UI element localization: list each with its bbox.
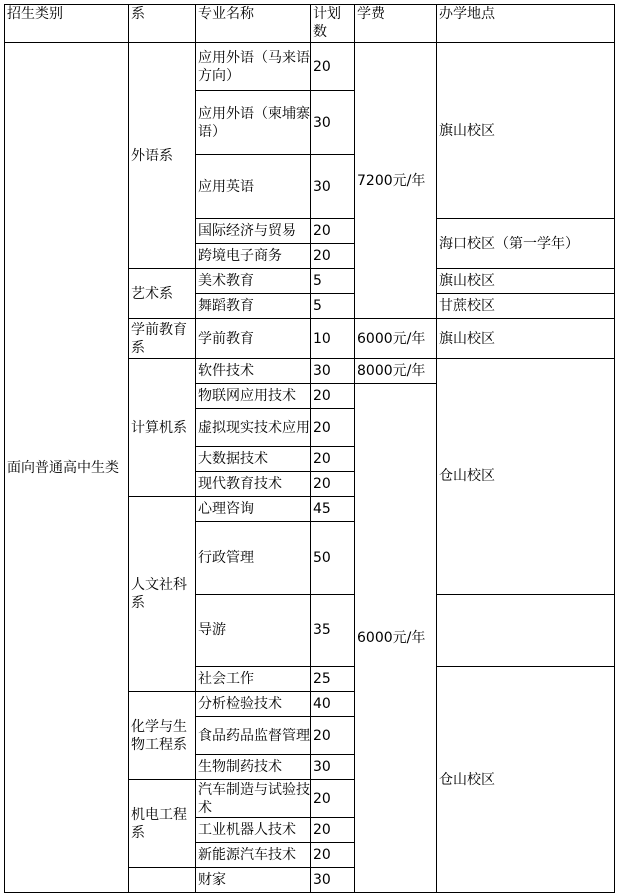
department-cell: 外语系 [129,43,196,269]
location-cell: 旗山校区 [437,269,615,294]
major-name-cell: 现代教育技术 [196,472,311,497]
major-name-cell: 应用英语 [196,155,311,219]
major-name-cell: 国际经济与贸易 [196,219,311,244]
plan-count-cell: 20 [311,384,355,409]
table-wrapper [4,4,614,893]
department-cell: 化学与生物工程系 [129,692,196,780]
major-name-cell: 大数据技术 [196,447,311,472]
location-cell: 仓山校区 [437,359,615,595]
plan-count-cell: 20 [311,409,355,447]
plan-count-cell: 30 [311,755,355,780]
plan-count-cell: 20 [311,219,355,244]
header-department: 系 [129,5,196,43]
plan-count-cell: 50 [311,522,355,595]
plan-count-cell: 45 [311,497,355,522]
category-cell: 面向普通高中生类 [5,43,129,893]
major-name-cell: 新能源汽车技术 [196,843,311,868]
header-row [5,5,615,43]
location-cell: 甘蔗校区 [437,294,615,319]
major-name-cell: 汽车制造与试验技术 [196,780,311,818]
location-cell: 海口校区（第一学年） [437,219,615,269]
location-cell: 仓山校区 [437,667,615,893]
major-name-cell: 财家 [196,868,311,893]
department-cell: 学前教育系 [129,319,196,359]
plan-count-cell: 20 [311,472,355,497]
department-cell: 人文社科系 [129,497,196,692]
department-cell: 艺术系 [129,269,196,319]
major-name-cell: 学前教育 [196,319,311,359]
plan-count-cell: 20 [311,244,355,269]
plan-count-cell: 35 [311,594,355,667]
major-name-cell: 应用外语（马来语方向） [196,43,311,91]
department-cell [129,868,196,893]
table-row [5,43,615,91]
plan-count-cell: 5 [311,294,355,319]
header-major: 专业名称 [196,5,311,43]
major-name-cell: 应用外语（柬埔寨语） [196,91,311,155]
major-name-cell: 行政管理 [196,522,311,595]
major-name-cell: 生物制药技术 [196,755,311,780]
major-name-cell: 美术教育 [196,269,311,294]
major-name-cell: 导游 [196,594,311,667]
plan-count-cell: 5 [311,269,355,294]
header-category: 招生类别 [5,5,129,43]
tuition-cell: 8000元/年 [355,359,437,384]
major-name-cell: 分析检验技术 [196,692,311,717]
plan-count-cell: 20 [311,447,355,472]
enrollment-plan-table [4,4,615,893]
location-cell: 旗山校区 [437,43,615,219]
plan-count-cell: 20 [311,843,355,868]
major-name-cell: 舞蹈教育 [196,294,311,319]
header-tuition: 学费 [355,5,437,43]
major-name-cell: 物联网应用技术 [196,384,311,409]
major-name-cell: 心理咨询 [196,497,311,522]
plan-count-cell: 20 [311,818,355,843]
major-name-cell: 食品药品监督管理 [196,717,311,755]
header-location: 办学地点 [437,5,615,43]
tuition-cell: 6000元/年 [355,319,437,359]
major-name-cell: 工业机器人技术 [196,818,311,843]
plan-count-cell: 20 [311,43,355,91]
plan-count-cell: 20 [311,717,355,755]
plan-count-cell: 40 [311,692,355,717]
plan-count-cell: 25 [311,667,355,692]
plan-count-cell: 30 [311,868,355,893]
tuition-cell: 6000元/年 [355,384,437,893]
plan-count-cell: 30 [311,91,355,155]
major-name-cell: 虚拟现实技术应用 [196,409,311,447]
header-plan-count: 计划数 [311,5,355,43]
tuition-cell: 7200元/年 [355,43,437,319]
major-name-cell: 社会工作 [196,667,311,692]
location-cell: 旗山校区 [437,319,615,359]
plan-count-cell: 10 [311,319,355,359]
plan-count-cell: 30 [311,155,355,219]
major-name-cell: 跨境电子商务 [196,244,311,269]
department-cell: 机电工程系 [129,780,196,868]
plan-count-cell: 20 [311,780,355,818]
plan-count-cell: 30 [311,359,355,384]
major-name-cell: 软件技术 [196,359,311,384]
department-cell: 计算机系 [129,359,196,497]
